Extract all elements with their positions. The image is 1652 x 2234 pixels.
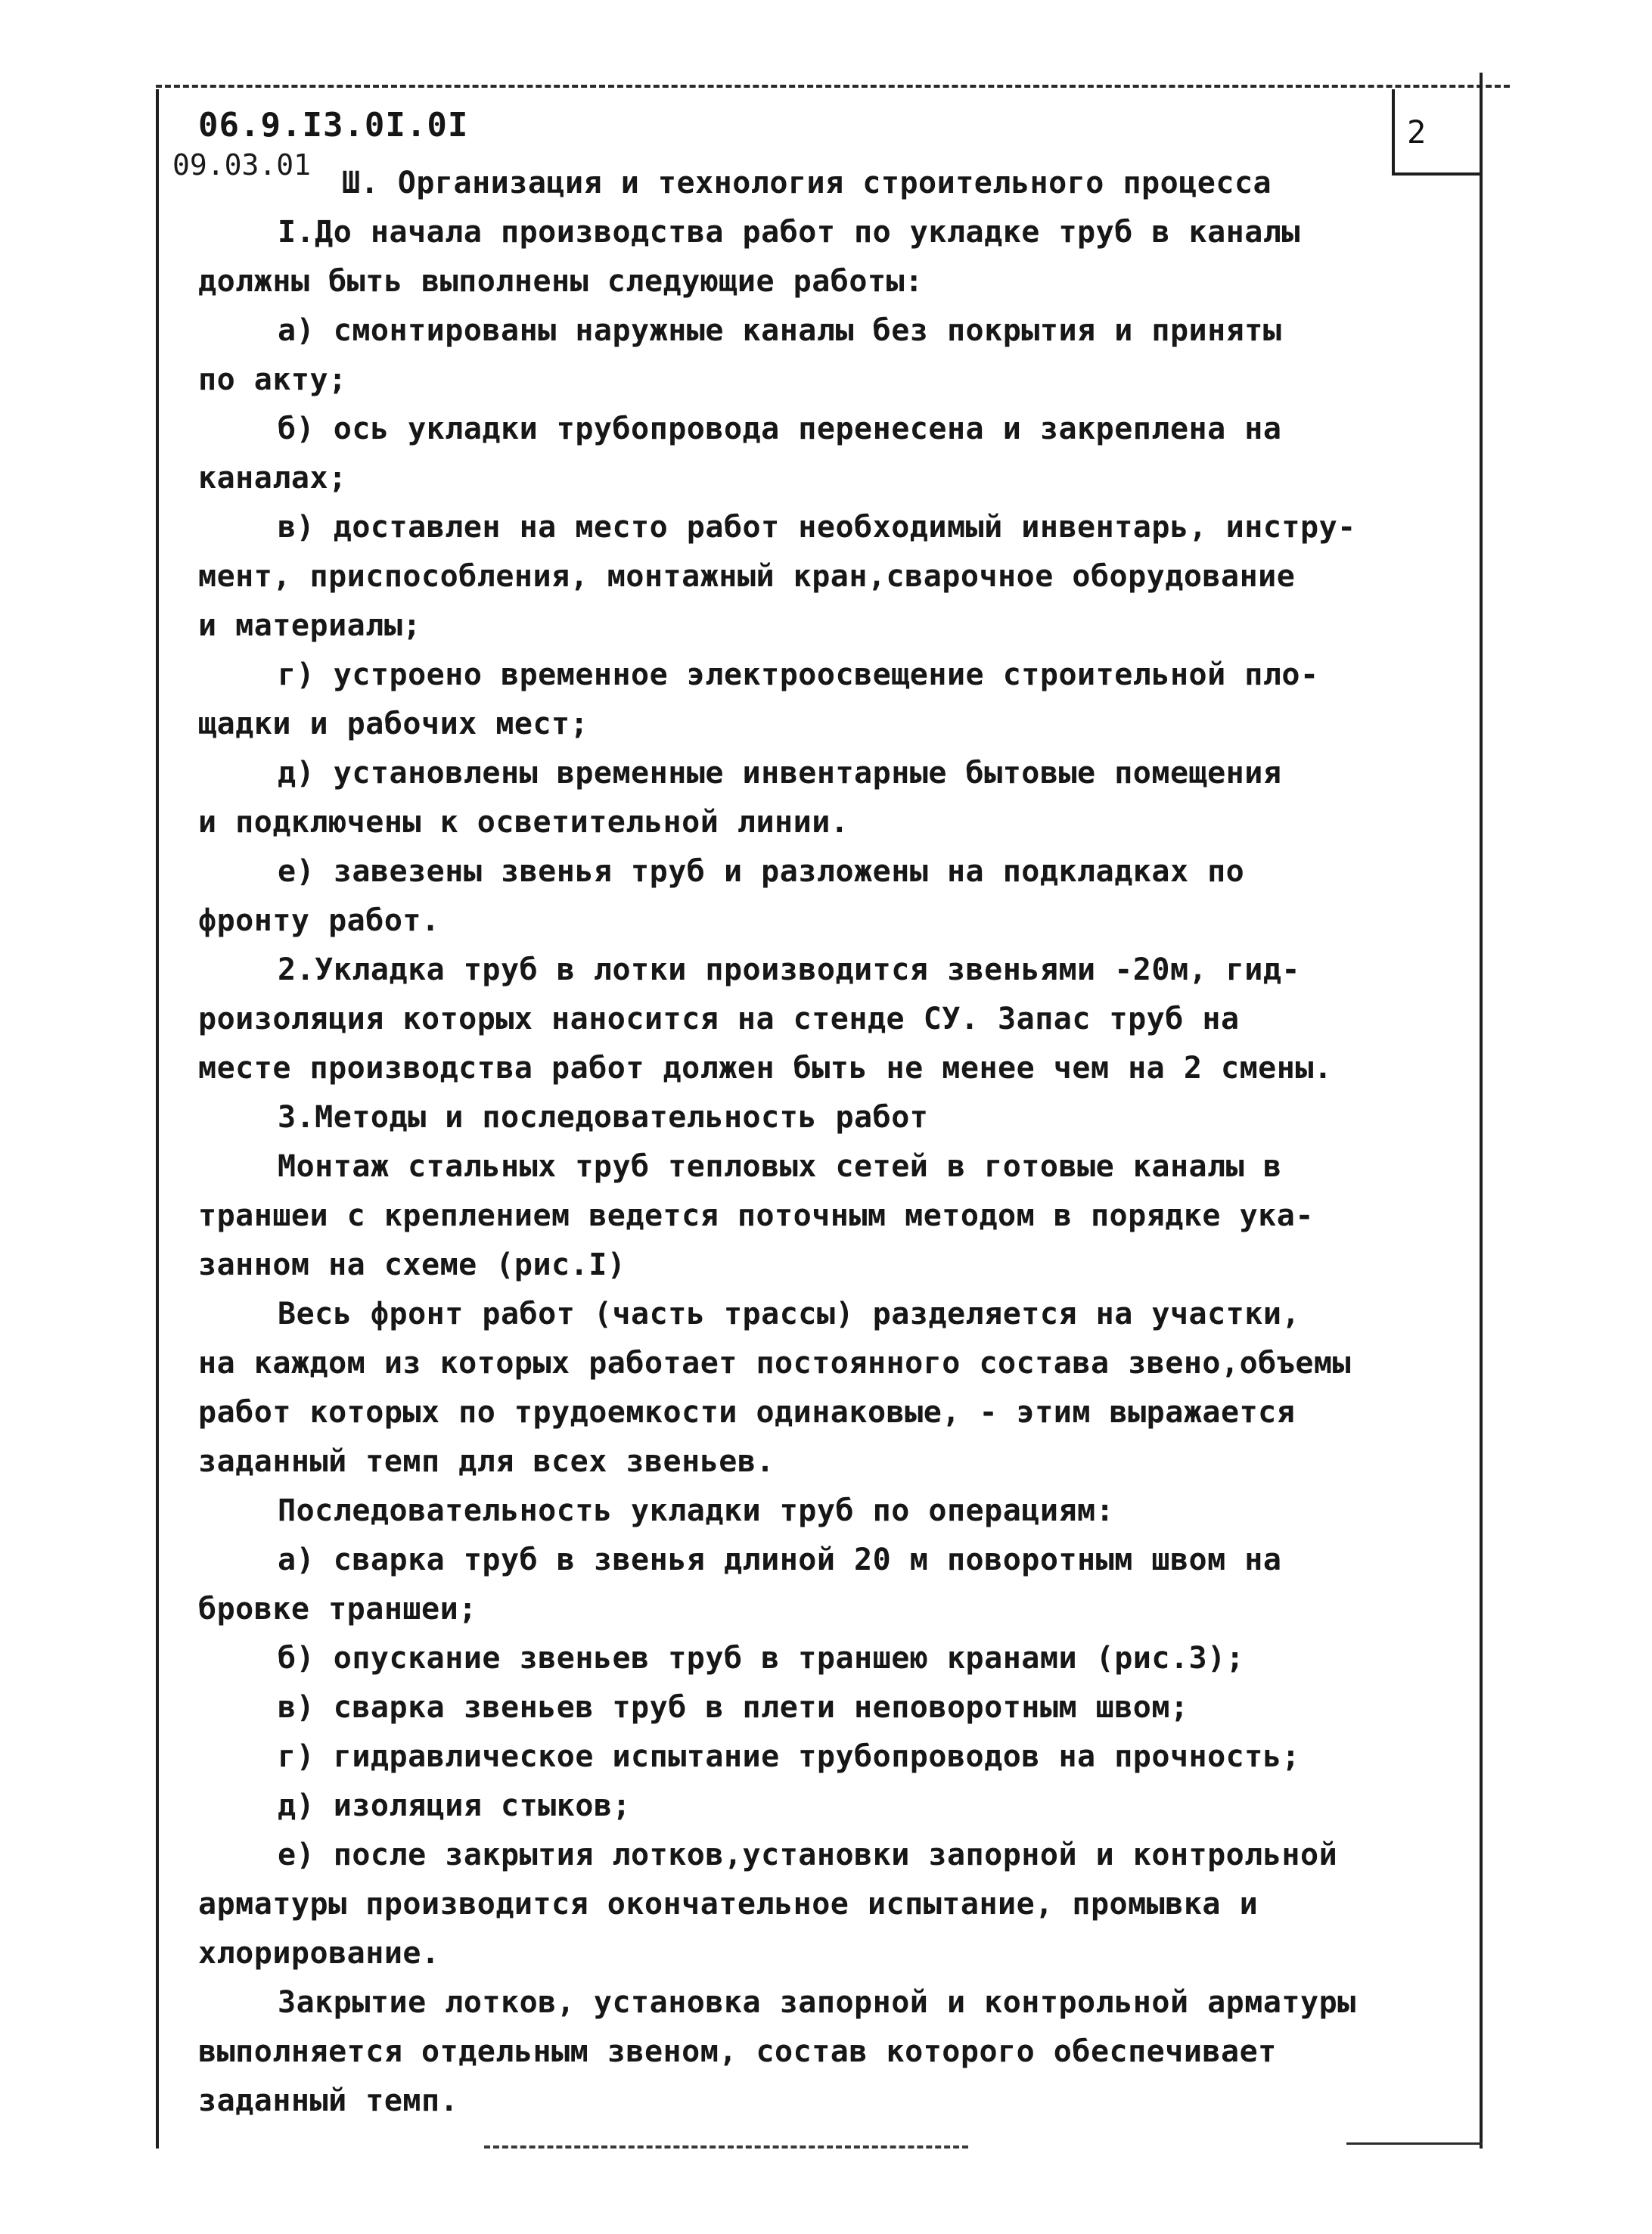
text-line: г) гидравлическое испытание трубопроводов на прочность; <box>278 1739 1301 1774</box>
text-line: г) устроено временное электроосвещение строительной пло- <box>278 657 1319 692</box>
text-line: щадки и рабочих мест; <box>198 707 589 741</box>
text-line: 2.Укладка труб в лотки производится звеньями -20м, гид- <box>278 952 1301 987</box>
text-line: б) ось укладки трубопровода перенесена и закреплена на <box>278 412 1282 446</box>
text-line: и материалы; <box>198 608 421 643</box>
text-line: а) смонтированы наружные каналы без покрытия и приняты <box>278 313 1282 348</box>
text-line: фронту работ. <box>198 903 440 938</box>
frame-bottom-border-right <box>1346 2142 1483 2145</box>
text-line: I.До начала производства работ по укладке труб в каналы <box>278 215 1301 250</box>
text-line: 3.Методы и последовательность работ <box>278 1100 929 1135</box>
text-line: а) сварка труб в звенья длиной 20 м поворотным швом на <box>278 1543 1282 1577</box>
text-line: б) опускание звеньев труб в траншею кранами (рис.3); <box>278 1641 1245 1676</box>
text-line: роизоляция которых наносится на стенде СУ. Запас труб на <box>198 1002 1240 1036</box>
text-line: Монтаж стальных труб тепловых сетей в готовые каналы в <box>278 1149 1282 1184</box>
document-body <box>198 159 1446 2126</box>
text-line: е) завезены звенья труб и разложены на подкладках по <box>278 854 1245 889</box>
text-line: арматуры производится окончательное испытание, промывка и <box>198 1887 1259 1922</box>
text-line: д) установлены временные инвентарные бытовые помещения <box>278 756 1282 791</box>
text-line: бровке траншеи; <box>198 1592 477 1627</box>
document-code: 06.9.I3.0I.0I <box>198 106 469 144</box>
text-line: каналах; <box>198 461 347 496</box>
frame-bottom-border <box>484 2145 968 2149</box>
text-line: выполняется отдельным звеном, состав которого обеспечивает <box>198 2034 1277 2069</box>
frame-right-border <box>1480 73 1483 2149</box>
text-line: Последовательность укладки труб по операциям: <box>278 1493 1115 1528</box>
text-line: в) доставлен на место работ необходимый инвентарь, инстру- <box>278 510 1356 545</box>
text-line: Весь фронт работ (часть трассы) разделяется на участки, <box>278 1297 1301 1331</box>
section-heading: Ш. Организация и технология строительного процесса <box>342 166 1272 200</box>
text-line: на каждом из которых работает постоянного состава звено,объемы <box>198 1346 1352 1381</box>
text-line: мент, приспособления, монтажный кран,сварочное оборудование <box>198 559 1296 594</box>
text-line: месте производства работ должен быть не менее чем на 2 смены. <box>198 1051 1333 1086</box>
document-date: 09.03.01 <box>172 148 312 182</box>
text-line: должны быть выполнены следующие работы: <box>198 264 924 299</box>
text-line: е) после закрытия лотков,установки запорной и контрольной <box>278 1838 1338 1872</box>
text-line: по акту; <box>198 362 347 397</box>
text-line: заданный темп. <box>198 2083 459 2118</box>
text-line: в) сварка звеньев труб в плети неповоротным швом; <box>278 1690 1189 1725</box>
frame-left-border <box>156 89 159 2149</box>
text-line: д) изоляция стыков; <box>278 1788 632 1823</box>
text-line: Закрытие лотков, установка запорной и контрольной арматуры <box>278 1985 1356 2020</box>
text-line: занном на схеме (рис.I) <box>198 1247 626 1282</box>
text-line: работ которых по трудоемкости одинаковые, - этим выражается <box>198 1395 1296 1430</box>
text-line: траншеи с креплением ведется поточным методом в порядке ука- <box>198 1198 1314 1233</box>
frame-top-border <box>156 85 1510 88</box>
text-line: и подключены к осветительной линии. <box>198 805 849 840</box>
text-line: хлорирование. <box>198 1936 440 1971</box>
sheet-number: 2 <box>1407 113 1427 151</box>
text-line: заданный темп для всех звеньев. <box>198 1444 775 1479</box>
